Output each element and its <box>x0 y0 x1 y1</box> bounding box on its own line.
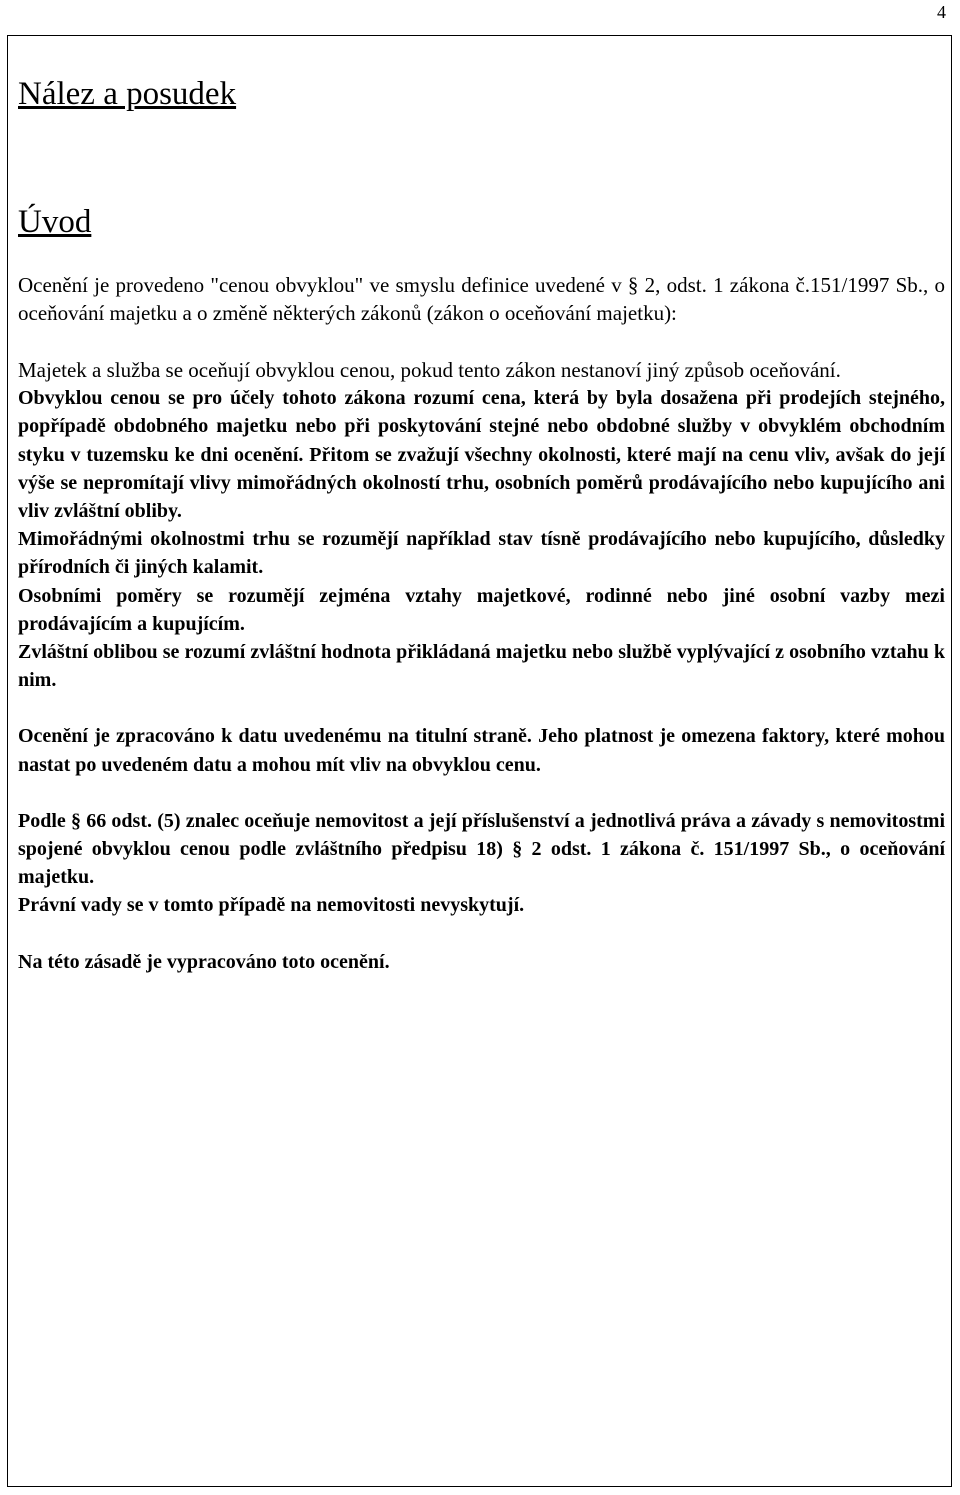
paragraph-valuation-rule: Majetek a služba se oceňují obvyklou cenou, pokud tento zákon nestanoví jiný způsob oceňování. <box>18 357 841 382</box>
page-number: 4 <box>937 2 946 22</box>
paragraph-extraordinary-circumstances: Mimořádnými okolnostmi trhu se rozumějí například stav tísně prodávajícího nebo kupujícího, důsledky přírodních či jiných kalamit. <box>18 528 945 579</box>
paragraph-special-favour: Zvláštní oblibou se rozumí zvláštní hodnota přikládaná majetku nebo službě vyplývající z osobního vztahu k nim. <box>18 641 945 692</box>
section-heading: Úvod <box>18 204 92 240</box>
document-body <box>18 72 945 976</box>
document-title: Nález a posudek <box>18 76 237 112</box>
paragraph-legal-defects: Právní vady se v tomto případě na nemovitosti nevyskytují. <box>18 894 525 917</box>
paragraph-legal-basis: Podle § 66 odst. (5) znalec oceňuje nemovitost a její příslušenství a jednotlivá práva a závady s nemovitostmi spojené obvyklou cenou podle zvláštního předpisu 18) § 2 odst. 1 zákona č. 151/1997 Sb., o oceňování majetku. <box>18 809 945 889</box>
paragraph-usual-price: Obvyklou cenou se pro účely tohoto zákona rozumí cena, která by byla dosažena při prodejích stejného, popřípadě obdobného majetku nebo při poskytování stejné nebo obdobné služby v obvyklém obchodním styku v tuzemsku ke dni ocenění. Přitom se zvažují všechny okolnosti, které mají na cenu vliv, avšak do její výše se nepromítají vlivy mimořádných okolností trhu, osobních poměrů prodávajícího nebo kupujícího ani vliv zvláštní obliby. <box>18 387 945 523</box>
paragraph-personal-relations: Osobními poměry se rozumějí zejména vztahy majetkové, rodinné nebo jiné osobní vazby mezi prodávajícím a kupujícím. <box>18 584 945 635</box>
paragraph-validity: Ocenění je zpracováno k datu uvedenému na titulní straně. Jeho platnost je omezena faktory, které mohou nastat po uvedeném datu a mohou mít vliv na obvyklou cenu. <box>18 725 945 776</box>
paragraph-conclusion: Na této zásadě je vypracováno toto ocenění. <box>18 950 390 973</box>
paragraph-definition-intro: Ocenění je provedeno "cenou obvyklou" ve smyslu definice uvedené v § 2, odst. 1 zákona č.151/1997 Sb., o oceňování majetku a o změně některých zákonů (zákon o oceňování majetku): <box>18 273 945 326</box>
